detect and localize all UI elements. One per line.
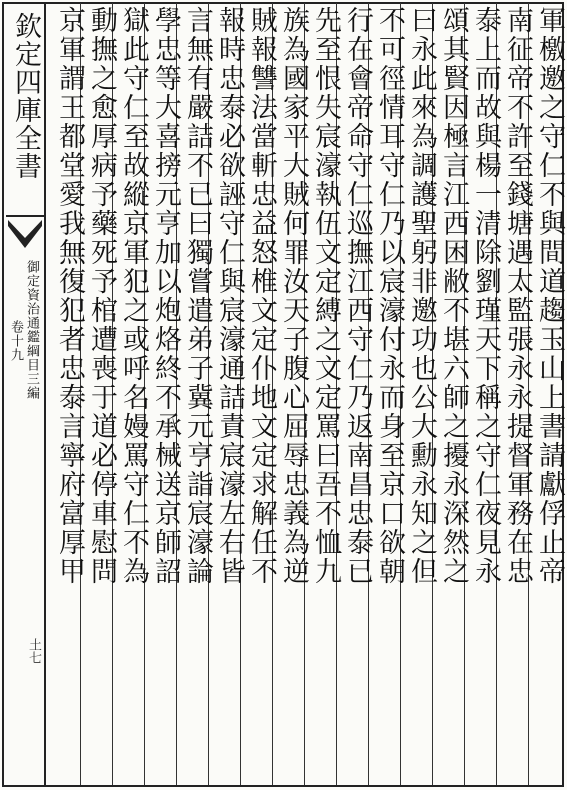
text-column: 軍檄邀之守仁不與間道趨玉山上書請獻俘止帝 — [534, 6, 565, 586]
fish-tail-ornament — [6, 212, 44, 252]
text-column: 曰永此來為調護聖躬非邀功也公大勳永知之但 — [406, 6, 437, 586]
text-column: 賊報讐法當斬忠益怒椎文定仆地文定求解任不 — [246, 6, 277, 586]
text-column: 動撫之愈厚病予藥死予棺遭喪于道必停車慰問 — [86, 6, 117, 586]
text-column: 不可徑情耳守仁乃以宸濠付永而身至京口欲朝 — [374, 6, 405, 586]
text-column: 先至恨失宸濠執伍文定縛之文定罵曰吾不恤九 — [310, 6, 341, 586]
text-column: 南征帝不許至錢塘遇太監張永永提督軍務在忠 — [502, 6, 533, 586]
text-column: 行在會帝命守仁巡撫江西守仁乃返南昌忠泰已 — [342, 6, 373, 586]
text-column: 族為國家平大賊何罪汝天子腹心屈辱忠義為逆 — [278, 6, 309, 586]
text-column: 京軍謂王都堂愛我無復犯者忠泰言寧府富厚甲 — [54, 6, 85, 586]
page-number-mark: 土七 — [26, 638, 41, 664]
text-column: 泰上而故與楊一清除劉瑾天下稱之守仁夜見永 — [470, 6, 501, 586]
page-title: 欽定四庫全書 — [10, 12, 41, 180]
text-column: 言無有嚴詰不已曰獨嘗遣弟子冀元亨詣宸濠論 — [182, 6, 213, 586]
text-column: 學忠等大喜搒元亨加以炮烙終不承械送京師詔 — [150, 6, 181, 586]
margin-band — [2, 2, 46, 787]
text-column: 獄此守仁至故縱京軍犯之或呼名嫚罵守仁不為 — [118, 6, 149, 586]
volume-label: 卷十九 — [8, 320, 23, 362]
book-title: 御定資治通鑑綱目三編 — [24, 260, 39, 400]
text-column: 報時忠泰必欲誣守仁與宸濠通詰責宸濠左右皆 — [214, 6, 245, 586]
text-column: 頌其賢因極言江西困敝不堪六師之擾永深然之 — [438, 6, 469, 586]
